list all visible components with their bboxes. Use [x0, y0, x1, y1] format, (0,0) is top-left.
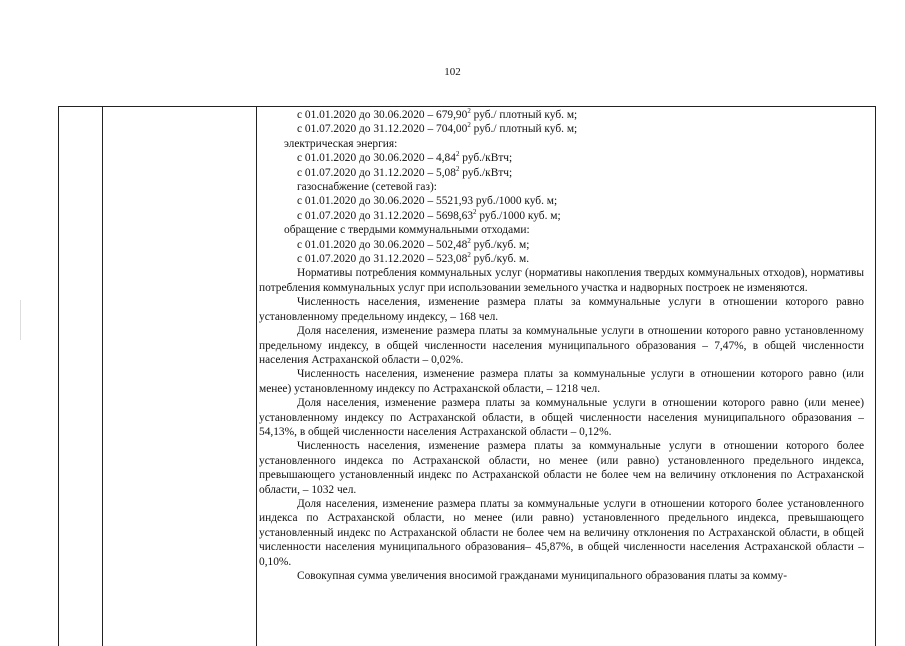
tariff-line: с 01.07.2020 до 31.12.2020 – 5698,63$^2$ руб./1000 куб. м;	[297, 208, 561, 222]
table-column-divider	[256, 107, 257, 646]
paragraph: Совокупная сумма увеличения вносимой гражданами муниципального образования платы за комму-	[297, 570, 788, 582]
tariff-line: с 01.07.2020 до 31.12.2020 – 5,08$^2$ руб./кВтч;	[297, 164, 513, 179]
tariff-line: с 01.01.2020 до 30.06.2020 – 679,90$^2$ руб./ плотный куб. м;	[297, 107, 578, 121]
paragraph: Численность населения, изменение размера платы за коммунальные услуги в отношении которого равно установленному предельному индексу, – 168 чел.	[259, 296, 864, 323]
paragraph: Доля населения, изменение размера платы за коммунальные услуги в отношении которого равно (или менее) установленному индексу по Астраханской области, в общей численности населения муниципального образования – 54,13%, в общей численности населения Астраханской области – 0,12%.	[259, 397, 864, 438]
paragraph: Доля населения, изменение размера платы за коммунальные услуги в отношении которого равно установленному предельному индексу, в общей численности населения муниципального образования – 7,47%, в общей численности населения Астраханской области – 0,02%.	[259, 325, 864, 366]
paragraph: Нормативы потребления коммунальных услуг (нормативы накопления твердых коммунальных отходов), нормативы потребления коммунальных услуг при использовании земельного участка и надворных построек не изменяются.	[259, 267, 864, 294]
tariff-heading: обращение с твердыми коммунальными отходами:	[284, 224, 530, 237]
tariff-heading: электрическая энергия:	[284, 137, 398, 150]
table-cell-text	[259, 108, 864, 583]
tariff-line: с 01.07.2020 до 31.12.2020 – 523,08$^2$ руб./куб. м.	[297, 251, 530, 266]
tariff-line: с 01.01.2020 до 30.06.2020 – 4,84$^2$ руб./кВтч;	[297, 150, 513, 165]
page-number: 102	[444, 66, 461, 78]
tariff-line: с 01.01.2020 до 30.06.2020 – 502,48$^2$ руб./куб. м;	[297, 236, 530, 251]
paragraph: Доля населения, изменение размера платы за коммунальные услуги в отношении которого более установленного индекса по Астраханской области, но менее (или равно) установленного предельного индекса, превышающего установленный индекс по Астраханской области не более чем на величину отклонения по Астраханской области, в общей численности населения муниципального образования– 45,87%, в общей численности населения Астраханской области – 0,10%.	[259, 497, 864, 568]
table-column-divider	[102, 107, 103, 646]
tariff-line: с 01.07.2020 до 31.12.2020 – 704,00$^2$ руб./ плотный куб. м;	[297, 121, 578, 136]
scan-artifact	[20, 300, 21, 340]
tariff-line: с 01.01.2020 до 30.06.2020 – 5521,93 руб./1000 куб. м;	[297, 195, 558, 208]
paragraph: Численность населения, изменение размера платы за коммунальные услуги в отношении которого равно (или менее) установленному индексу по Астраханской области, – 1218 чел.	[259, 368, 864, 395]
tariff-heading: газоснабжение (сетевой газ):	[297, 181, 437, 194]
paragraph: Численность населения, изменение размера платы за коммунальные услуги в отношении которого более установленного индекса по Астраханской области, но менее (или равно) установленного предельного индекса, превышающего установленный индекс по Астраханской области не более чем на величину отклонения по Астраханской области, – 1032 чел.	[259, 440, 864, 496]
